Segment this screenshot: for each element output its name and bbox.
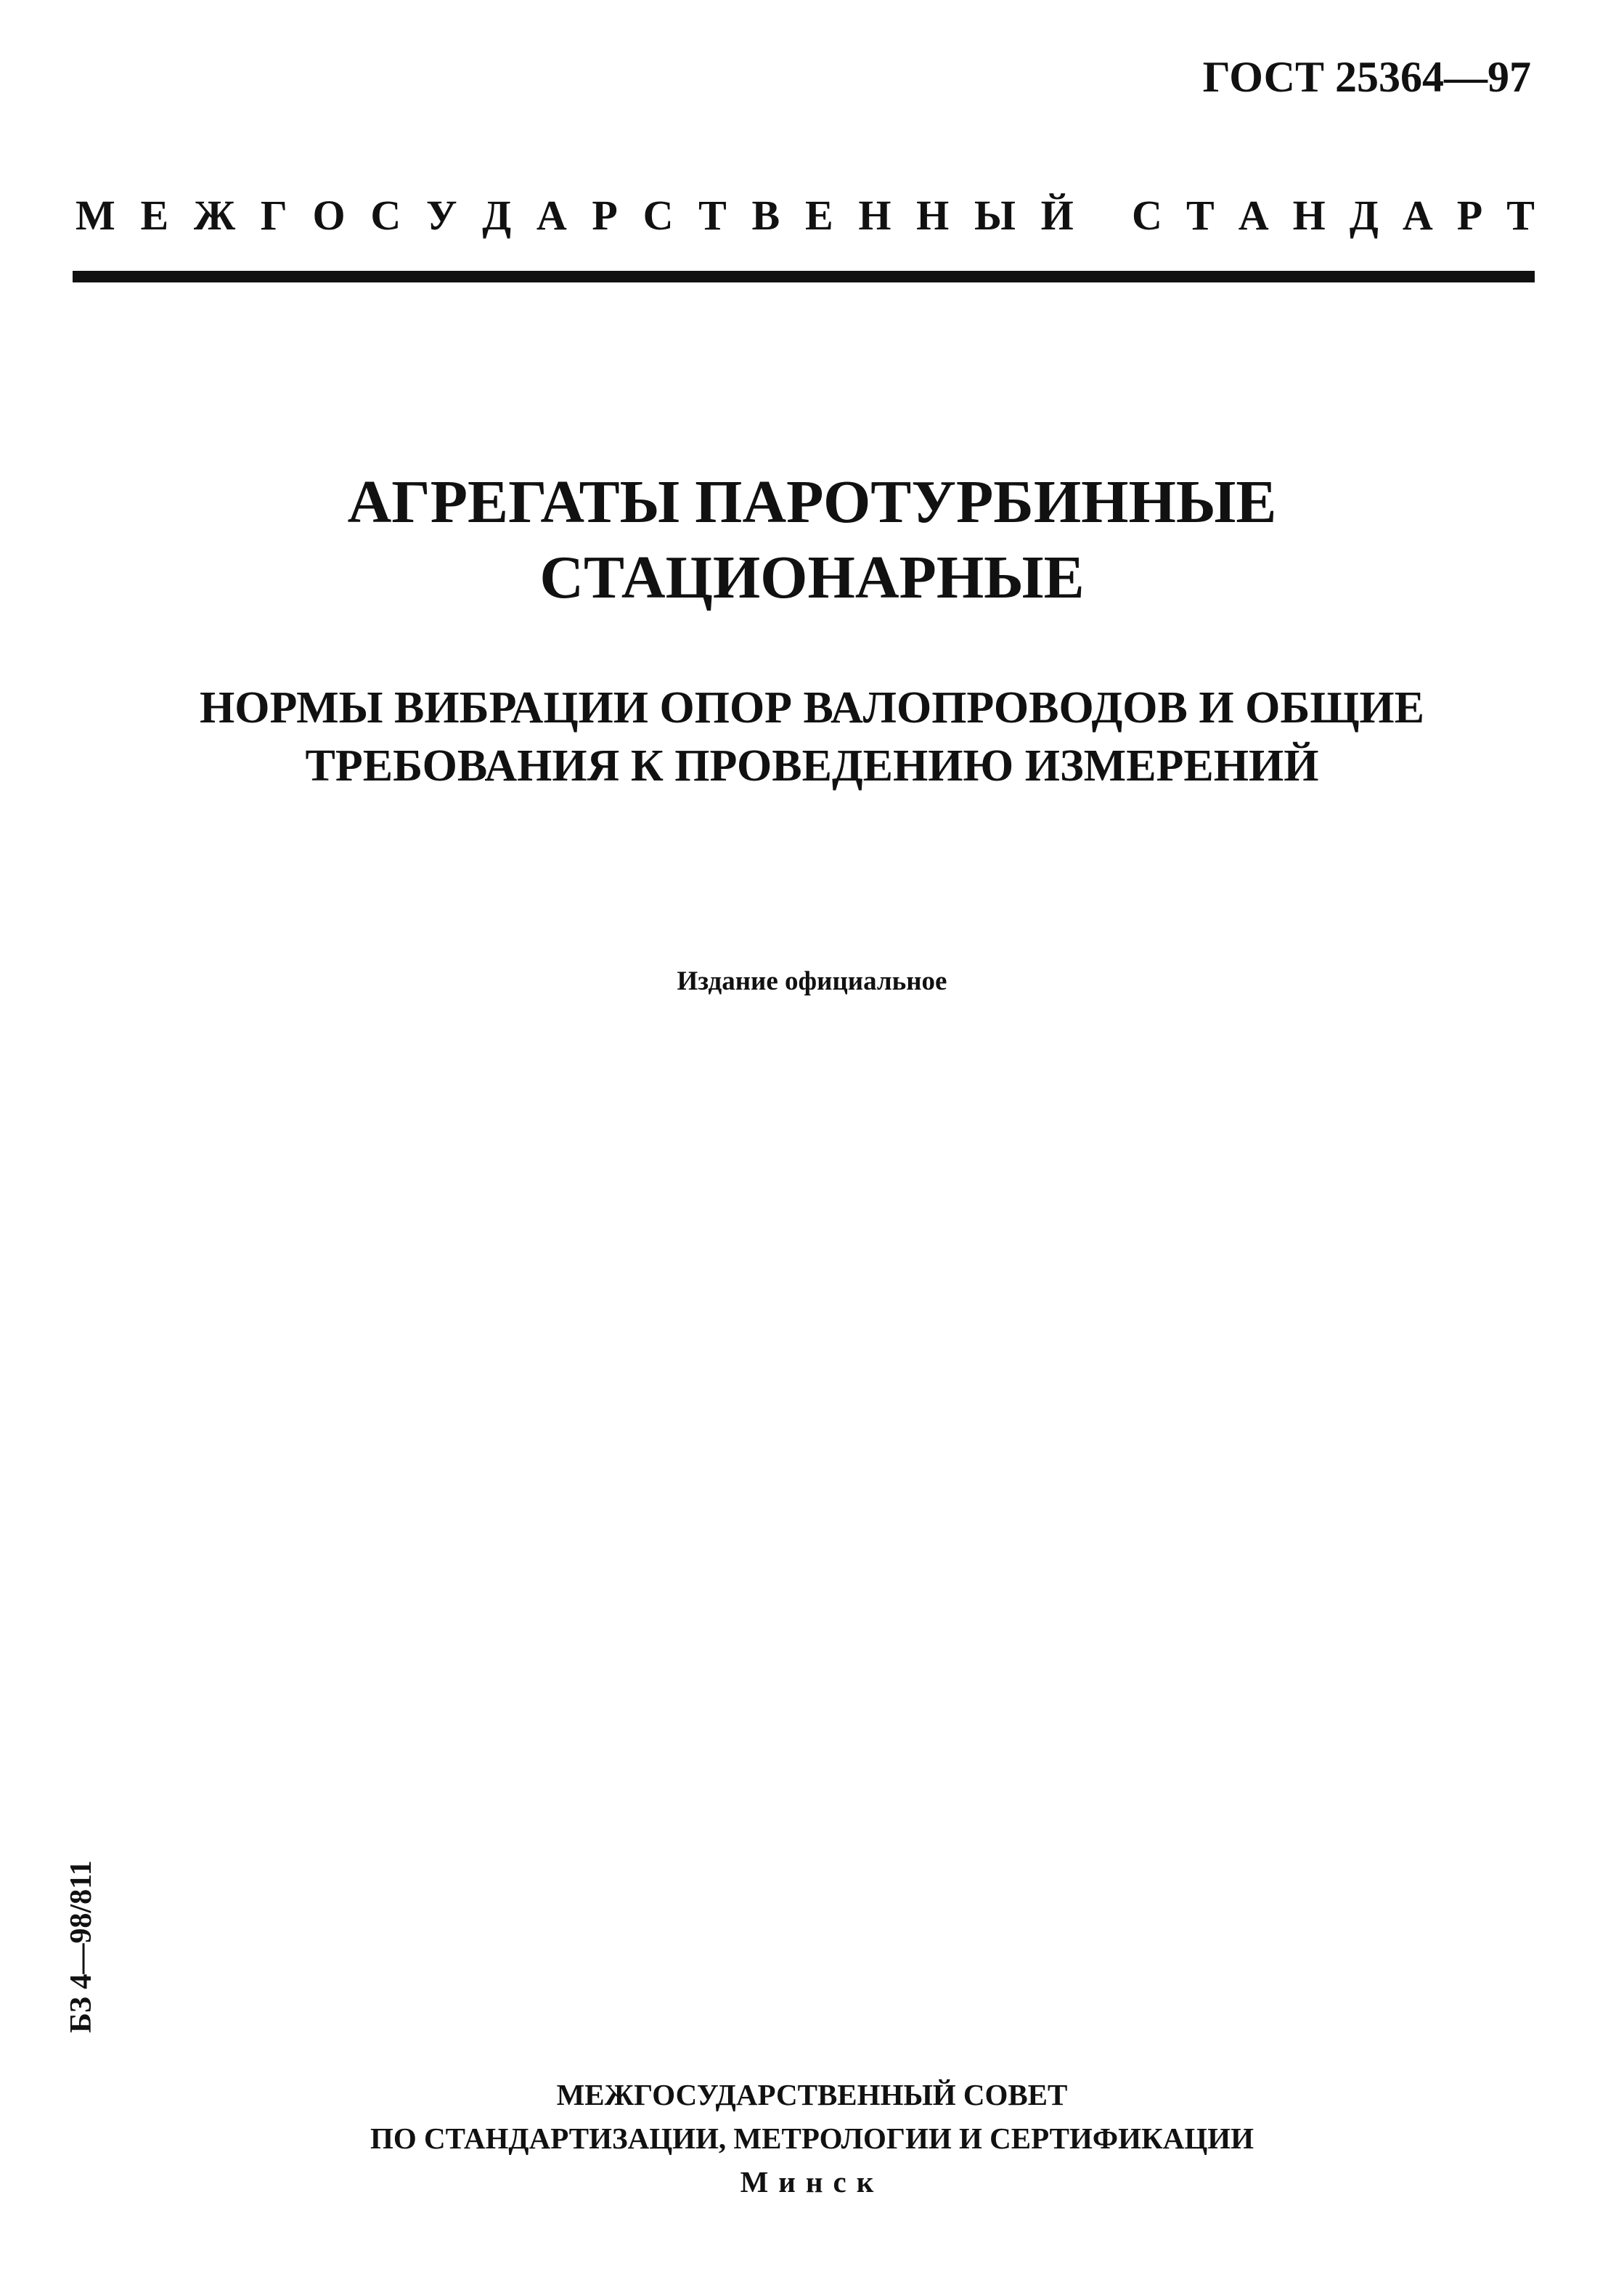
letter: Г (260, 192, 287, 239)
letter: О (312, 192, 346, 239)
header-rule (73, 271, 1535, 282)
title-line-1: АГРЕГАТЫ ПАРОТУРБИННЫЕ (347, 468, 1277, 536)
publisher-city: Минск (740, 2165, 884, 2199)
letter: Ы (974, 192, 1016, 239)
letter: С (370, 192, 401, 239)
subtitle-line-1: НОРМЫ ВИБРАЦИИ ОПОР ВАЛОПРОВОДОВ И ОБЩИЕ (200, 683, 1424, 733)
letter: А (1238, 192, 1269, 239)
letter: Д (482, 192, 512, 239)
letter: Р (592, 192, 618, 239)
letter: Т (1506, 192, 1535, 239)
standard-type-word-2 (1132, 192, 1535, 239)
letter: Ж (193, 192, 236, 239)
letter: В (751, 192, 780, 239)
document-subtitle (0, 679, 1624, 795)
letter: Р (1456, 192, 1483, 239)
letter: С (642, 192, 674, 239)
letter: Й (1040, 192, 1074, 239)
edition-note: Издание официальное (677, 966, 947, 996)
letter: У (425, 192, 457, 239)
letter: А (536, 192, 567, 239)
standard-type-word-1 (76, 192, 1074, 239)
letter: Е (804, 192, 833, 239)
letter: Т (698, 192, 727, 239)
letter: А (1402, 192, 1433, 239)
title-line-2: СТАЦИОНАРНЫЕ (539, 544, 1085, 611)
document-title (0, 465, 1624, 616)
letter: М (76, 192, 115, 239)
standard-type-heading (76, 192, 1535, 239)
letter: Н (858, 192, 891, 239)
publisher-line-1: МЕЖГОСУДАРСТВЕННЫЙ СОВЕТ (556, 2078, 1068, 2111)
letter: Н (1292, 192, 1326, 239)
publisher-line-2: ПО СТАНДАРТИЗАЦИИ, МЕТРОЛОГИИ И СЕРТИФИКАЦИИ (370, 2122, 1254, 2155)
letter: Е (140, 192, 169, 239)
letter: Д (1349, 192, 1379, 239)
letter: Т (1186, 192, 1215, 239)
side-catalog-code: БЗ 4—98/811 (65, 1860, 98, 2033)
letter: Н (916, 192, 950, 239)
letter: С (1132, 192, 1162, 239)
standard-number: ГОСТ 25364—97 (1202, 53, 1531, 101)
publisher-block (0, 2073, 1624, 2204)
subtitle-line-2: ТРЕБОВАНИЯ К ПРОВЕДЕНИЮ ИЗМЕРЕНИЙ (305, 741, 1319, 791)
